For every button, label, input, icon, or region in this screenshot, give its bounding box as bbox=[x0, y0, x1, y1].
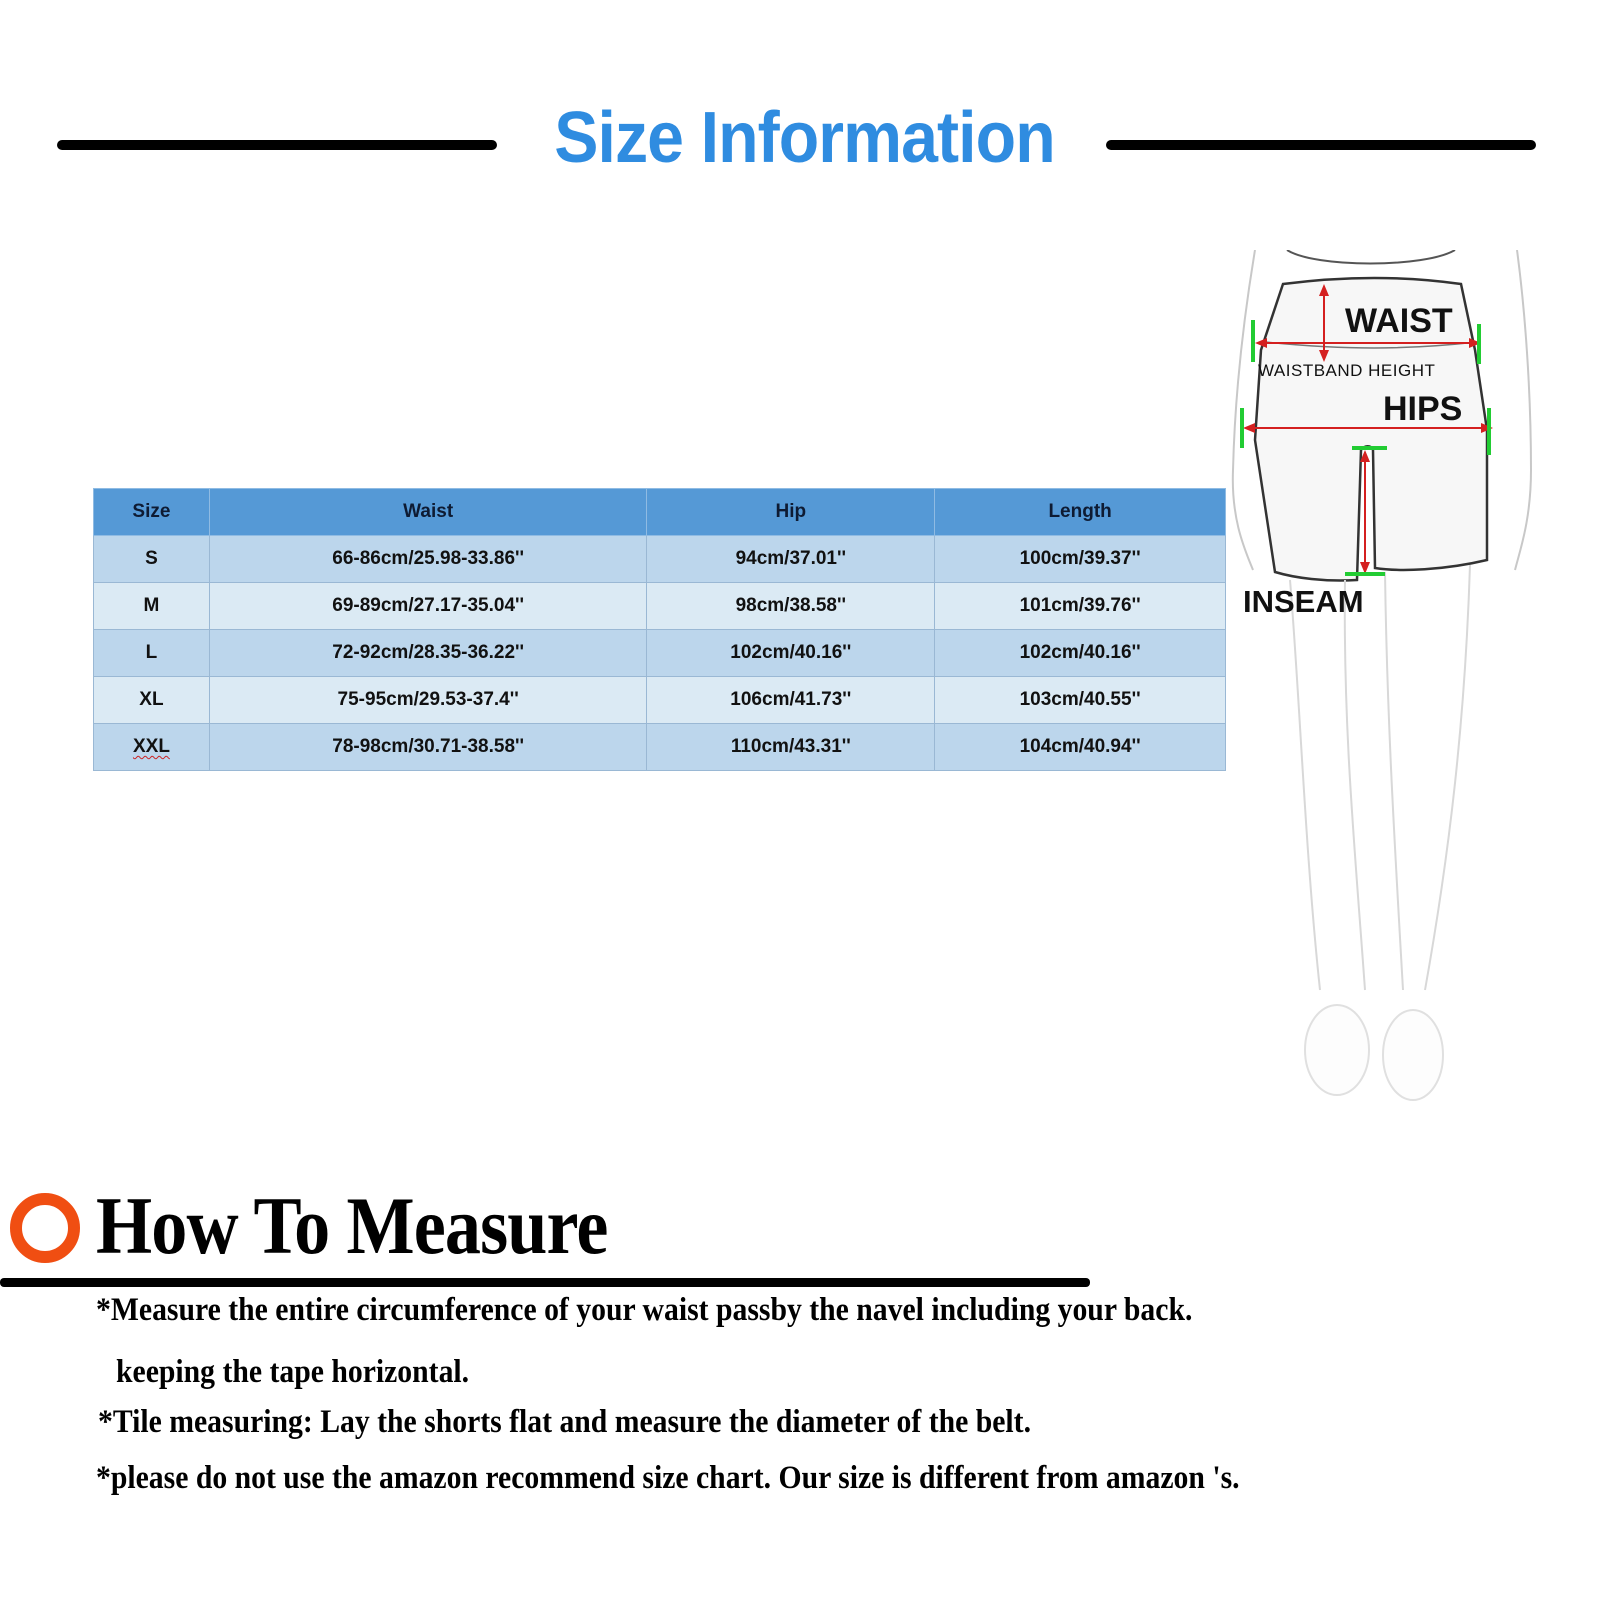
waist-cell: 78-98cm/30.71-38.58'' bbox=[209, 724, 647, 771]
note-amazon-warning: *please do not use the amazon recommend size chart. Our size is different from amazon 's. bbox=[96, 1460, 1240, 1496]
how-to-measure-header bbox=[0, 1180, 1100, 1285]
waist-cell: 72-92cm/28.35-36.22'' bbox=[209, 630, 647, 677]
hip-cell: 110cm/43.31'' bbox=[647, 724, 935, 771]
column-header-length: Length bbox=[935, 489, 1226, 536]
length-cell: 101cm/39.76'' bbox=[935, 583, 1226, 630]
table-row bbox=[94, 677, 1226, 724]
inseam-label: INSEAM bbox=[1243, 584, 1364, 619]
waist-label: WAIST bbox=[1345, 302, 1453, 340]
body-sketch-illustration bbox=[1225, 250, 1565, 1130]
waist-cell: 75-95cm/29.53-37.4'' bbox=[209, 677, 647, 724]
length-cell: 100cm/39.37'' bbox=[935, 536, 1226, 583]
length-cell: 104cm/40.94'' bbox=[935, 724, 1226, 771]
waist-cell: 66-86cm/25.98-33.86'' bbox=[209, 536, 647, 583]
waistband-height-label: WAISTBAND HEIGHT bbox=[1258, 361, 1436, 380]
title-divider-right bbox=[1106, 140, 1536, 150]
title-divider-left bbox=[57, 140, 497, 150]
length-cell: 103cm/40.55'' bbox=[935, 677, 1226, 724]
size-chart-table bbox=[93, 488, 1226, 771]
how-to-measure-title: How To Measure bbox=[96, 1180, 608, 1271]
length-cell: 102cm/40.16'' bbox=[935, 630, 1226, 677]
size-cell bbox=[94, 724, 210, 771]
measurement-figure bbox=[1225, 250, 1565, 1130]
size-cell: XL bbox=[94, 677, 210, 724]
page-title: Size Information bbox=[554, 98, 1055, 178]
size-information-header bbox=[0, 88, 1600, 188]
size-cell: S bbox=[94, 536, 210, 583]
hip-cell: 102cm/40.16'' bbox=[647, 630, 935, 677]
table-row bbox=[94, 630, 1226, 677]
hip-cell: 98cm/38.58'' bbox=[647, 583, 935, 630]
note-waist: *Measure the entire circumference of your waist passby the navel including your back. bbox=[96, 1292, 1193, 1328]
how-to-measure-divider bbox=[0, 1278, 1090, 1287]
table-header-row bbox=[94, 489, 1226, 536]
hip-cell: 94cm/37.01'' bbox=[647, 536, 935, 583]
table-row bbox=[94, 724, 1226, 771]
hip-cell: 106cm/41.73'' bbox=[647, 677, 935, 724]
table-row bbox=[94, 583, 1226, 630]
size-cell: M bbox=[94, 583, 210, 630]
note-waist-continued: keeping the tape horizontal. bbox=[116, 1354, 470, 1390]
orange-ring-icon bbox=[10, 1193, 80, 1263]
column-header-waist: Waist bbox=[209, 489, 647, 536]
column-header-hip: Hip bbox=[647, 489, 935, 536]
table-row bbox=[94, 536, 1226, 583]
hips-label: HIPS bbox=[1383, 390, 1463, 428]
waist-cell: 69-89cm/27.17-35.04'' bbox=[209, 583, 647, 630]
note-tile-measuring: *Tile measuring: Lay the shorts flat and measure the diameter of the belt. bbox=[98, 1404, 1032, 1440]
column-header-size: Size bbox=[94, 489, 210, 536]
size-cell: L bbox=[94, 630, 210, 677]
size-xxl-label: XXL bbox=[132, 736, 170, 757]
